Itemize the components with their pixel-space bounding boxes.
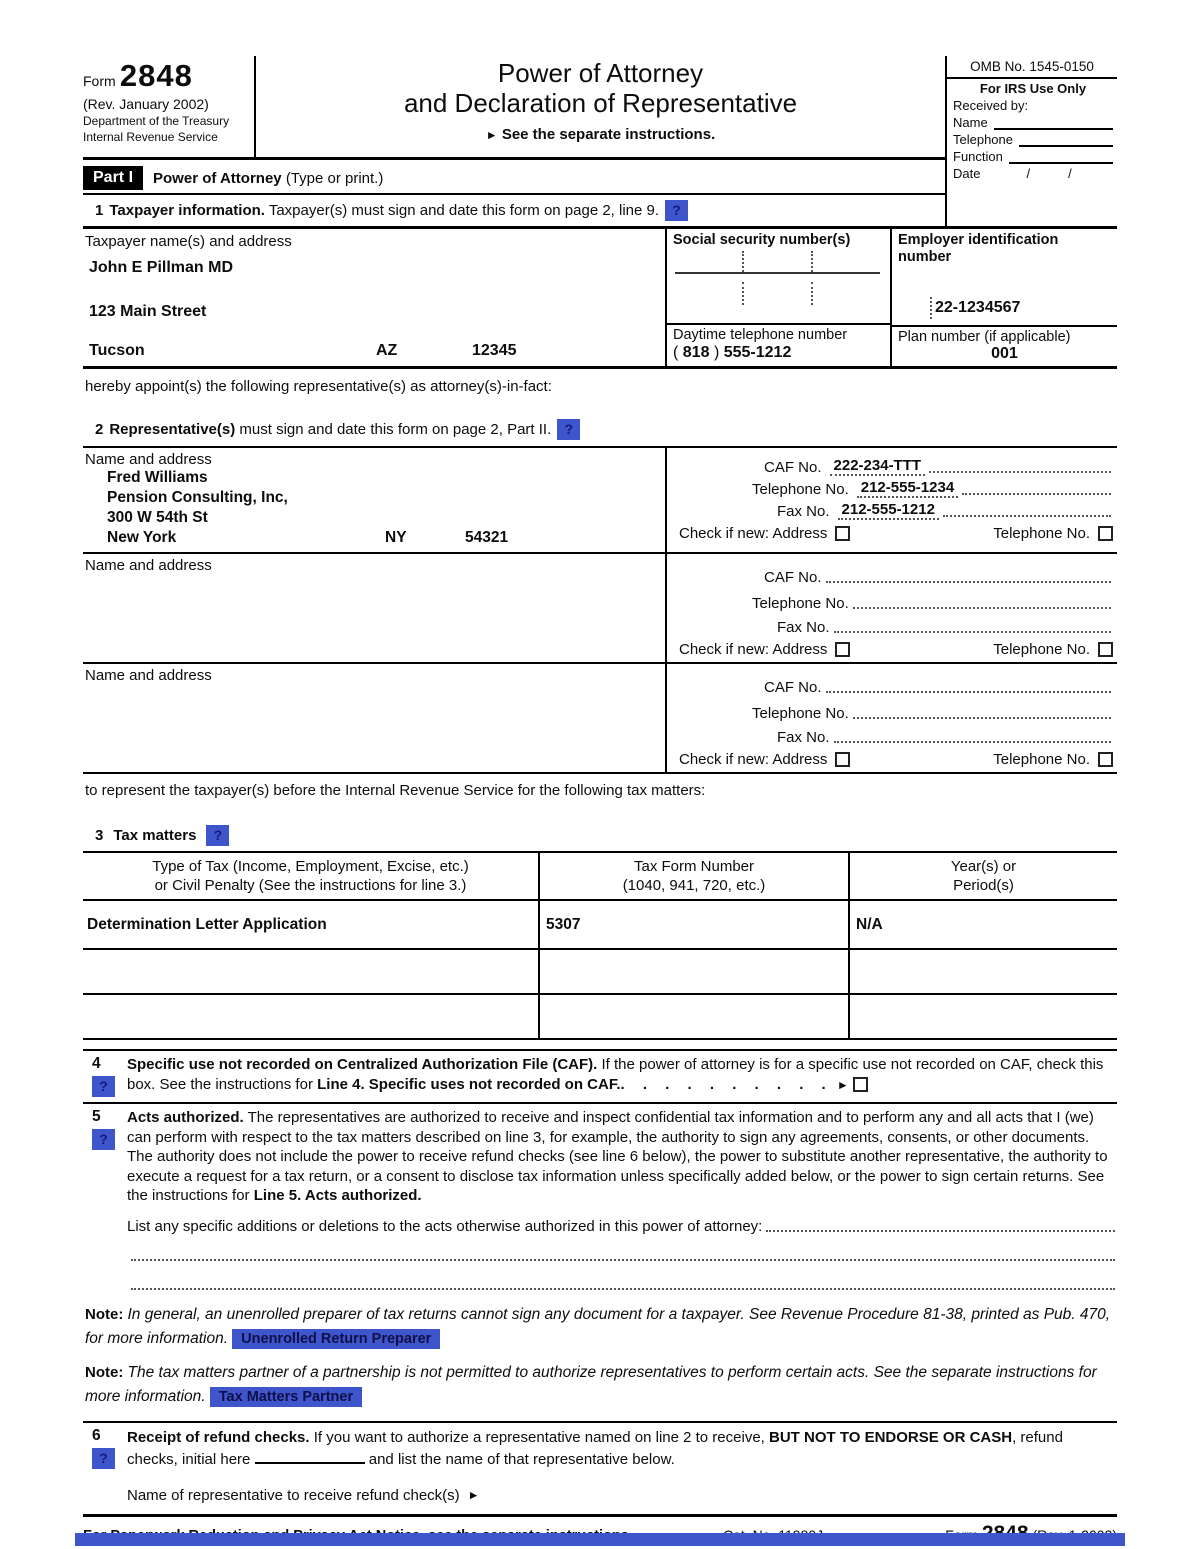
additions-line-2[interactable] (83, 1235, 1117, 1264)
line2-text: must sign and date this form on page 2, Part II. (239, 421, 552, 438)
note1-text: In general, an unenrolled preparer of tax returns cannot sign any document for a taxpayer. See Revenue Procedure 81-38, printed as Pub. 470, for more information. (85, 1305, 1111, 1347)
line6-text3: and list the name of that representative below. (368, 1450, 675, 1468)
rep1-street-field[interactable]: 300 W 54th St (107, 509, 208, 526)
line5-bold-lead: Acts authorized. (127, 1109, 244, 1126)
help-button-line1[interactable]: ? (665, 200, 688, 221)
phone-area-code[interactable]: 818 (682, 344, 710, 361)
represent-text: to represent the taxpayer(s) before the Internal Revenue Service for the following tax matters: (85, 782, 706, 799)
line4-text: If the power of attorney is for a specific use not recorded on CAF, check this box. See the instructions for (127, 1056, 1104, 1093)
date-slash-1: / (1026, 166, 1031, 181)
taxpayer-name-field[interactable]: John E Pillman MD (89, 259, 234, 276)
line5-item (83, 1104, 1117, 1206)
line4-bold-ref: Line 4. Specific uses not recorded on CAF. (317, 1075, 621, 1093)
plan-number-label: Plan number (if applicable) (898, 329, 1071, 345)
col2-header-line2: (1040, 941, 720, etc.) (622, 877, 766, 894)
rep1-fax-label: Fax No. (777, 503, 830, 520)
line4-number: 4 (92, 1055, 101, 1072)
help-button-line2[interactable]: ? (557, 419, 580, 440)
line6-bold-endorse: BUT NOT TO ENDORSE OR CASH (769, 1428, 1013, 1446)
bottom-scrollbar[interactable] (75, 1533, 1125, 1546)
col1-header-line1: Type of Tax (Income, Employment, Excise, etc.) (152, 858, 469, 875)
note2-label: Note: (85, 1363, 124, 1381)
line2-label: Representative(s) (109, 421, 236, 438)
arrow-icon: ► (467, 1488, 480, 1502)
page-title-line1: Power of Attorney (497, 58, 704, 88)
tax-period-field-3[interactable] (848, 995, 1117, 1038)
rep1-name-field[interactable]: Fred Williams (107, 469, 208, 486)
table-row (83, 993, 1117, 1038)
ein-label: Employer identification number (898, 232, 1059, 265)
rep1-fax-field[interactable]: 212-555-1212 (838, 501, 939, 520)
line5-text: The representatives are authorized to receive and inspect confidential tax information and to perform any and all acts that I (we) can perform with respect to the tax matters described on line 3, for example, the authority to sign any agreements, consents, or other documents. The authority does not include the power to receive refund checks (see line 6 below), the power to substitute another representative, the authority to execute a request for a tax return, or a consent to disclose tax information unless specifically added below, or the power to sign certain returns. See the instructions for (127, 1109, 1108, 1204)
tax-period-field-2[interactable] (848, 950, 1117, 993)
rep1-check-new-label: Check if new: Address (679, 525, 828, 542)
rep2-new-telephone-checkbox[interactable] (1098, 642, 1113, 657)
part1-badge: Part I (83, 166, 143, 190)
line1-text: Taxpayer(s) must sign and date this form on page 2, line 9. (268, 202, 660, 219)
plan-number-field[interactable]: 001 (991, 345, 1018, 362)
help-button-line6[interactable]: ? (92, 1448, 115, 1469)
phone-paren-close: ) (713, 344, 720, 361)
rep3-check-telephone-label: Telephone No. (993, 751, 1090, 768)
rep1-new-address-checkbox[interactable] (835, 526, 850, 541)
dotted-leader (943, 505, 1111, 517)
tax-form-field-1[interactable]: 5307 (538, 901, 848, 948)
department-line: Department of the Treasury (83, 114, 230, 128)
ein-field[interactable]: 22-1234567 (935, 299, 1021, 316)
irs-use-only-label: For IRS Use Only (979, 81, 1087, 96)
table-row (83, 901, 1117, 948)
help-button-line5[interactable]: ? (92, 1129, 115, 1150)
rep2-caf-label: CAF No. (764, 569, 822, 586)
line1-header (83, 195, 945, 226)
col2-header-line1: Tax Form Number (633, 858, 755, 875)
rep1-name-address-label: Name and address (85, 451, 212, 468)
received-telephone-blank (1019, 133, 1113, 147)
line5-bold-ref: Line 5. Acts authorized. (253, 1187, 422, 1204)
form-label: Form (83, 73, 116, 89)
representative-row-1 (83, 448, 1117, 554)
date-slash-2: / (1068, 166, 1072, 181)
representative-row-3 (83, 664, 1117, 774)
line3-label: Tax matters (113, 827, 197, 844)
help-button-line4[interactable]: ? (92, 1076, 115, 1097)
ein-dotted-mark (930, 297, 932, 319)
line4-item (83, 1051, 1117, 1097)
phone-paren-open: ( (673, 344, 679, 361)
tax-type-field-2[interactable] (83, 950, 538, 993)
line6-item (83, 1423, 1117, 1471)
received-name-blank (994, 116, 1113, 130)
tax-type-field-1[interactable]: Determination Letter Application (87, 915, 327, 933)
dotted-leader (826, 571, 1111, 583)
refund-representative-name-label: Name of representative to receive refund check(s) (127, 1486, 460, 1504)
taxpayer-info-section (83, 229, 1117, 369)
taxpayer-state-field[interactable]: AZ (376, 342, 398, 359)
rep1-new-telephone-checkbox[interactable] (1098, 526, 1113, 541)
rep3-new-address-checkbox[interactable] (835, 752, 850, 767)
daytime-phone-field[interactable] (673, 344, 884, 362)
received-by-label: Received by: (953, 98, 1029, 113)
omb-number: OMB No. 1545-0150 (947, 56, 1117, 79)
rep3-new-telephone-checkbox[interactable] (1098, 752, 1113, 767)
additions-line-3[interactable] (83, 1264, 1117, 1293)
line4-bold-lead: Specific use not recorded on Centralized Authorization File (CAF). (127, 1056, 598, 1073)
form-identity (83, 56, 256, 157)
dotted-writing-line (766, 1220, 1115, 1232)
dotted-leader (853, 707, 1111, 719)
col3-header-line2: Period(s) (953, 877, 1014, 894)
line6-text1: If you want to authorize a representative named on line 2 to receive, (313, 1428, 765, 1446)
table-row (83, 948, 1117, 993)
line6-bold-lead: Receipt of refund checks. (127, 1428, 310, 1446)
rep2-fax-label: Fax No. (777, 619, 830, 636)
note-unenrolled-preparer (83, 1293, 1117, 1351)
received-date-label: Date (953, 166, 981, 181)
line3-header (83, 825, 1117, 851)
tax-type-field-3[interactable] (83, 995, 538, 1038)
help-button-line3[interactable]: ? (206, 825, 229, 846)
line6-number: 6 (92, 1426, 101, 1444)
rep3-name-address-label: Name and address (85, 667, 212, 684)
line2-header (83, 419, 1117, 448)
line2-number: 2 (95, 421, 104, 438)
received-name-label: Name (953, 115, 988, 130)
rep3-telephone-label: Telephone No. (752, 705, 849, 722)
dotted-writing-line (131, 1278, 1115, 1290)
received-function-label: Function (953, 149, 1003, 164)
rep1-company-field[interactable]: Pension Consulting, Inc, (107, 489, 288, 506)
col3-header-line1: Year(s) or (950, 858, 1017, 875)
additions-label: List any specific additions or deletions to the acts otherwise authorized in this power of attorney: (127, 1217, 763, 1235)
dotted-leader (834, 621, 1111, 633)
rep3-check-new-label: Check if new: Address (679, 751, 828, 768)
rep1-zip-field[interactable]: 54321 (465, 529, 509, 546)
part1-title: Power of Attorney (153, 169, 282, 187)
taxpayer-city-field[interactable]: Tucson (89, 342, 145, 359)
rep3-fax-label: Fax No. (777, 729, 830, 746)
rep1-city-field[interactable]: New York (107, 529, 177, 546)
rep2-check-new-label: Check if new: Address (679, 641, 828, 658)
form-revision: (Rev. January 2002) (83, 96, 209, 112)
part1-bar (83, 160, 945, 195)
tax-form-field-3[interactable] (538, 995, 848, 1038)
line5-number: 5 (92, 1108, 101, 1125)
representative-row-2 (83, 554, 1117, 664)
line6-text2: , refund checks, initial here (127, 1428, 1063, 1468)
form-number: 2848 (119, 58, 193, 93)
initial-here-blank[interactable] (255, 1451, 365, 1464)
rep3-caf-label: CAF No. (764, 679, 822, 696)
irs-use-only-box (945, 56, 1117, 226)
dotted-leader (962, 483, 1111, 495)
phone-number[interactable]: 555-1212 (723, 344, 792, 361)
rep2-new-address-checkbox[interactable] (835, 642, 850, 657)
note2-text: The tax matters partner of a partnership is not permitted to authorize representatives to perform certain acts. See the separate instructions for more information. (85, 1363, 1097, 1405)
col1-header-line2: or Civil Penalty (See the instructions for line 3.) (154, 877, 467, 894)
tax-matters-partner-link[interactable]: Tax Matters Partner (210, 1387, 362, 1407)
line4-dot-leaders: . . . . . . . . . . (620, 1075, 833, 1093)
rep1-caf-field[interactable]: 222-234-TTT (830, 457, 926, 476)
dotted-leader (834, 731, 1111, 743)
line1-label: Taxpayer information. (109, 202, 265, 219)
rep2-name-address-label: Name and address (85, 557, 212, 574)
appoint-text: hereby appoint(s) the following representative(s) as attorney(s)-in-fact: (85, 378, 552, 395)
ssn-field-1[interactable] (675, 251, 880, 274)
rep1-telephone-field[interactable]: 212-555-1234 (857, 479, 958, 498)
ssn-field-2[interactable] (675, 282, 880, 305)
dotted-writing-line (131, 1249, 1115, 1261)
line4-specific-use-checkbox[interactable] (853, 1077, 868, 1092)
see-instructions-note: See the separate instructions. (501, 126, 716, 143)
received-function-blank (1009, 150, 1113, 164)
unenrolled-return-preparer-link[interactable]: Unenrolled Return Preparer (232, 1329, 440, 1349)
ssn-label: Social security number(s) (673, 232, 851, 248)
taxpayer-street-field[interactable]: 123 Main Street (89, 303, 207, 320)
rep2-check-telephone-label: Telephone No. (993, 641, 1090, 658)
tax-form-field-2[interactable] (538, 950, 848, 993)
taxpayer-name-address-label: Taxpayer name(s) and address (85, 233, 292, 250)
arrow-icon: ► (836, 1077, 849, 1092)
form-header (83, 56, 1117, 229)
note1-label: Note: (85, 1305, 124, 1323)
line3-number: 3 (95, 827, 104, 844)
tax-period-field-1[interactable]: N/A (848, 901, 1117, 948)
rep1-check-telephone-label: Telephone No. (993, 525, 1090, 542)
additions-line-1[interactable] (83, 1206, 1117, 1235)
dotted-leader (853, 597, 1111, 609)
page-title-line2: and Declaration of Representative (403, 88, 798, 118)
service-line: Internal Revenue Service (83, 130, 218, 144)
taxpayer-zip-field[interactable]: 12345 (472, 342, 517, 359)
line1-number: 1 (95, 202, 104, 219)
tax-matters-table (83, 851, 1117, 1040)
rep2-telephone-label: Telephone No. (752, 595, 849, 612)
note-tax-matters-partner (83, 1351, 1117, 1409)
rep1-state-field[interactable]: NY (385, 529, 407, 546)
dotted-leader (929, 461, 1111, 473)
received-telephone-label: Telephone (953, 132, 1013, 147)
arrow-icon: ► (485, 128, 498, 142)
rep1-telephone-label: Telephone No. (752, 481, 849, 498)
dotted-leader (826, 681, 1111, 693)
part1-subtitle: (Type or print.) (285, 169, 384, 187)
rep1-caf-label: CAF No. (764, 459, 822, 476)
daytime-phone-label: Daytime telephone number (673, 327, 848, 343)
